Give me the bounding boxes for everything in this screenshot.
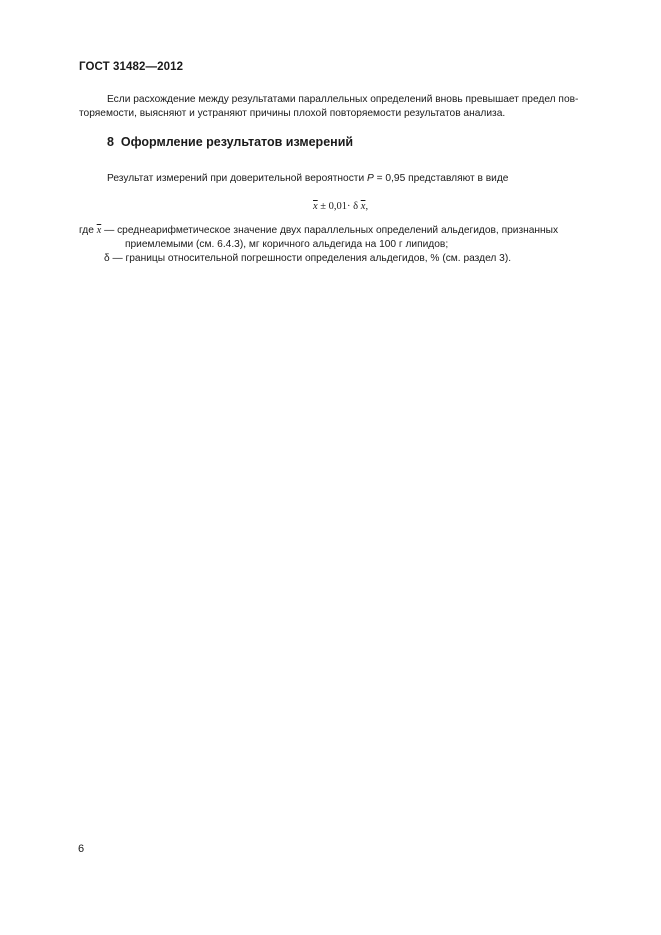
paragraph-prefix: Результат измерений при доверительной вероятности — [107, 173, 367, 184]
section-number: 8 — [107, 135, 114, 149]
result-formula — [313, 201, 368, 212]
section-title: Оформление результатов измерений — [120, 135, 354, 149]
formula-mean-x: $\overline{x}$ — [313, 201, 318, 212]
definition-prefix: где — [79, 225, 97, 236]
paragraph-suffix: = 0,95 представляют в виде — [373, 173, 509, 184]
standard-header: ГОСТ 31482—2012 — [79, 61, 184, 73]
paragraph-line: Если расхождение между результатами параллельных определений вновь превышает предел пов- — [107, 94, 579, 105]
section-heading — [107, 135, 353, 149]
formula-middle: ± 0,01· δ — [317, 201, 361, 212]
variable-p: P — [367, 173, 374, 184]
paragraph-line — [107, 171, 508, 187]
definition-var-x: $\overline{x}$ — [96, 225, 102, 236]
definition-line: δ — границы относительной погрешности определения альдегидов, % (см. раздел 3). — [104, 253, 512, 264]
page-number: 6 — [78, 843, 85, 855]
paragraph-line: торяемости, выясняют и устраняют причины плохой повторяемости результатов анализа. — [79, 108, 506, 119]
formula-end: , — [365, 201, 369, 212]
formula-mean-x2: $\overline{x}$ — [360, 201, 366, 212]
definition-text: — среднеарифметическое значение двух параллельных определений альдегидов, признанных — [101, 225, 559, 236]
definition-line-cont: приемлемыми (см. 6.4.3), мг коричного альдегида на 100 г липидов; — [125, 239, 449, 250]
